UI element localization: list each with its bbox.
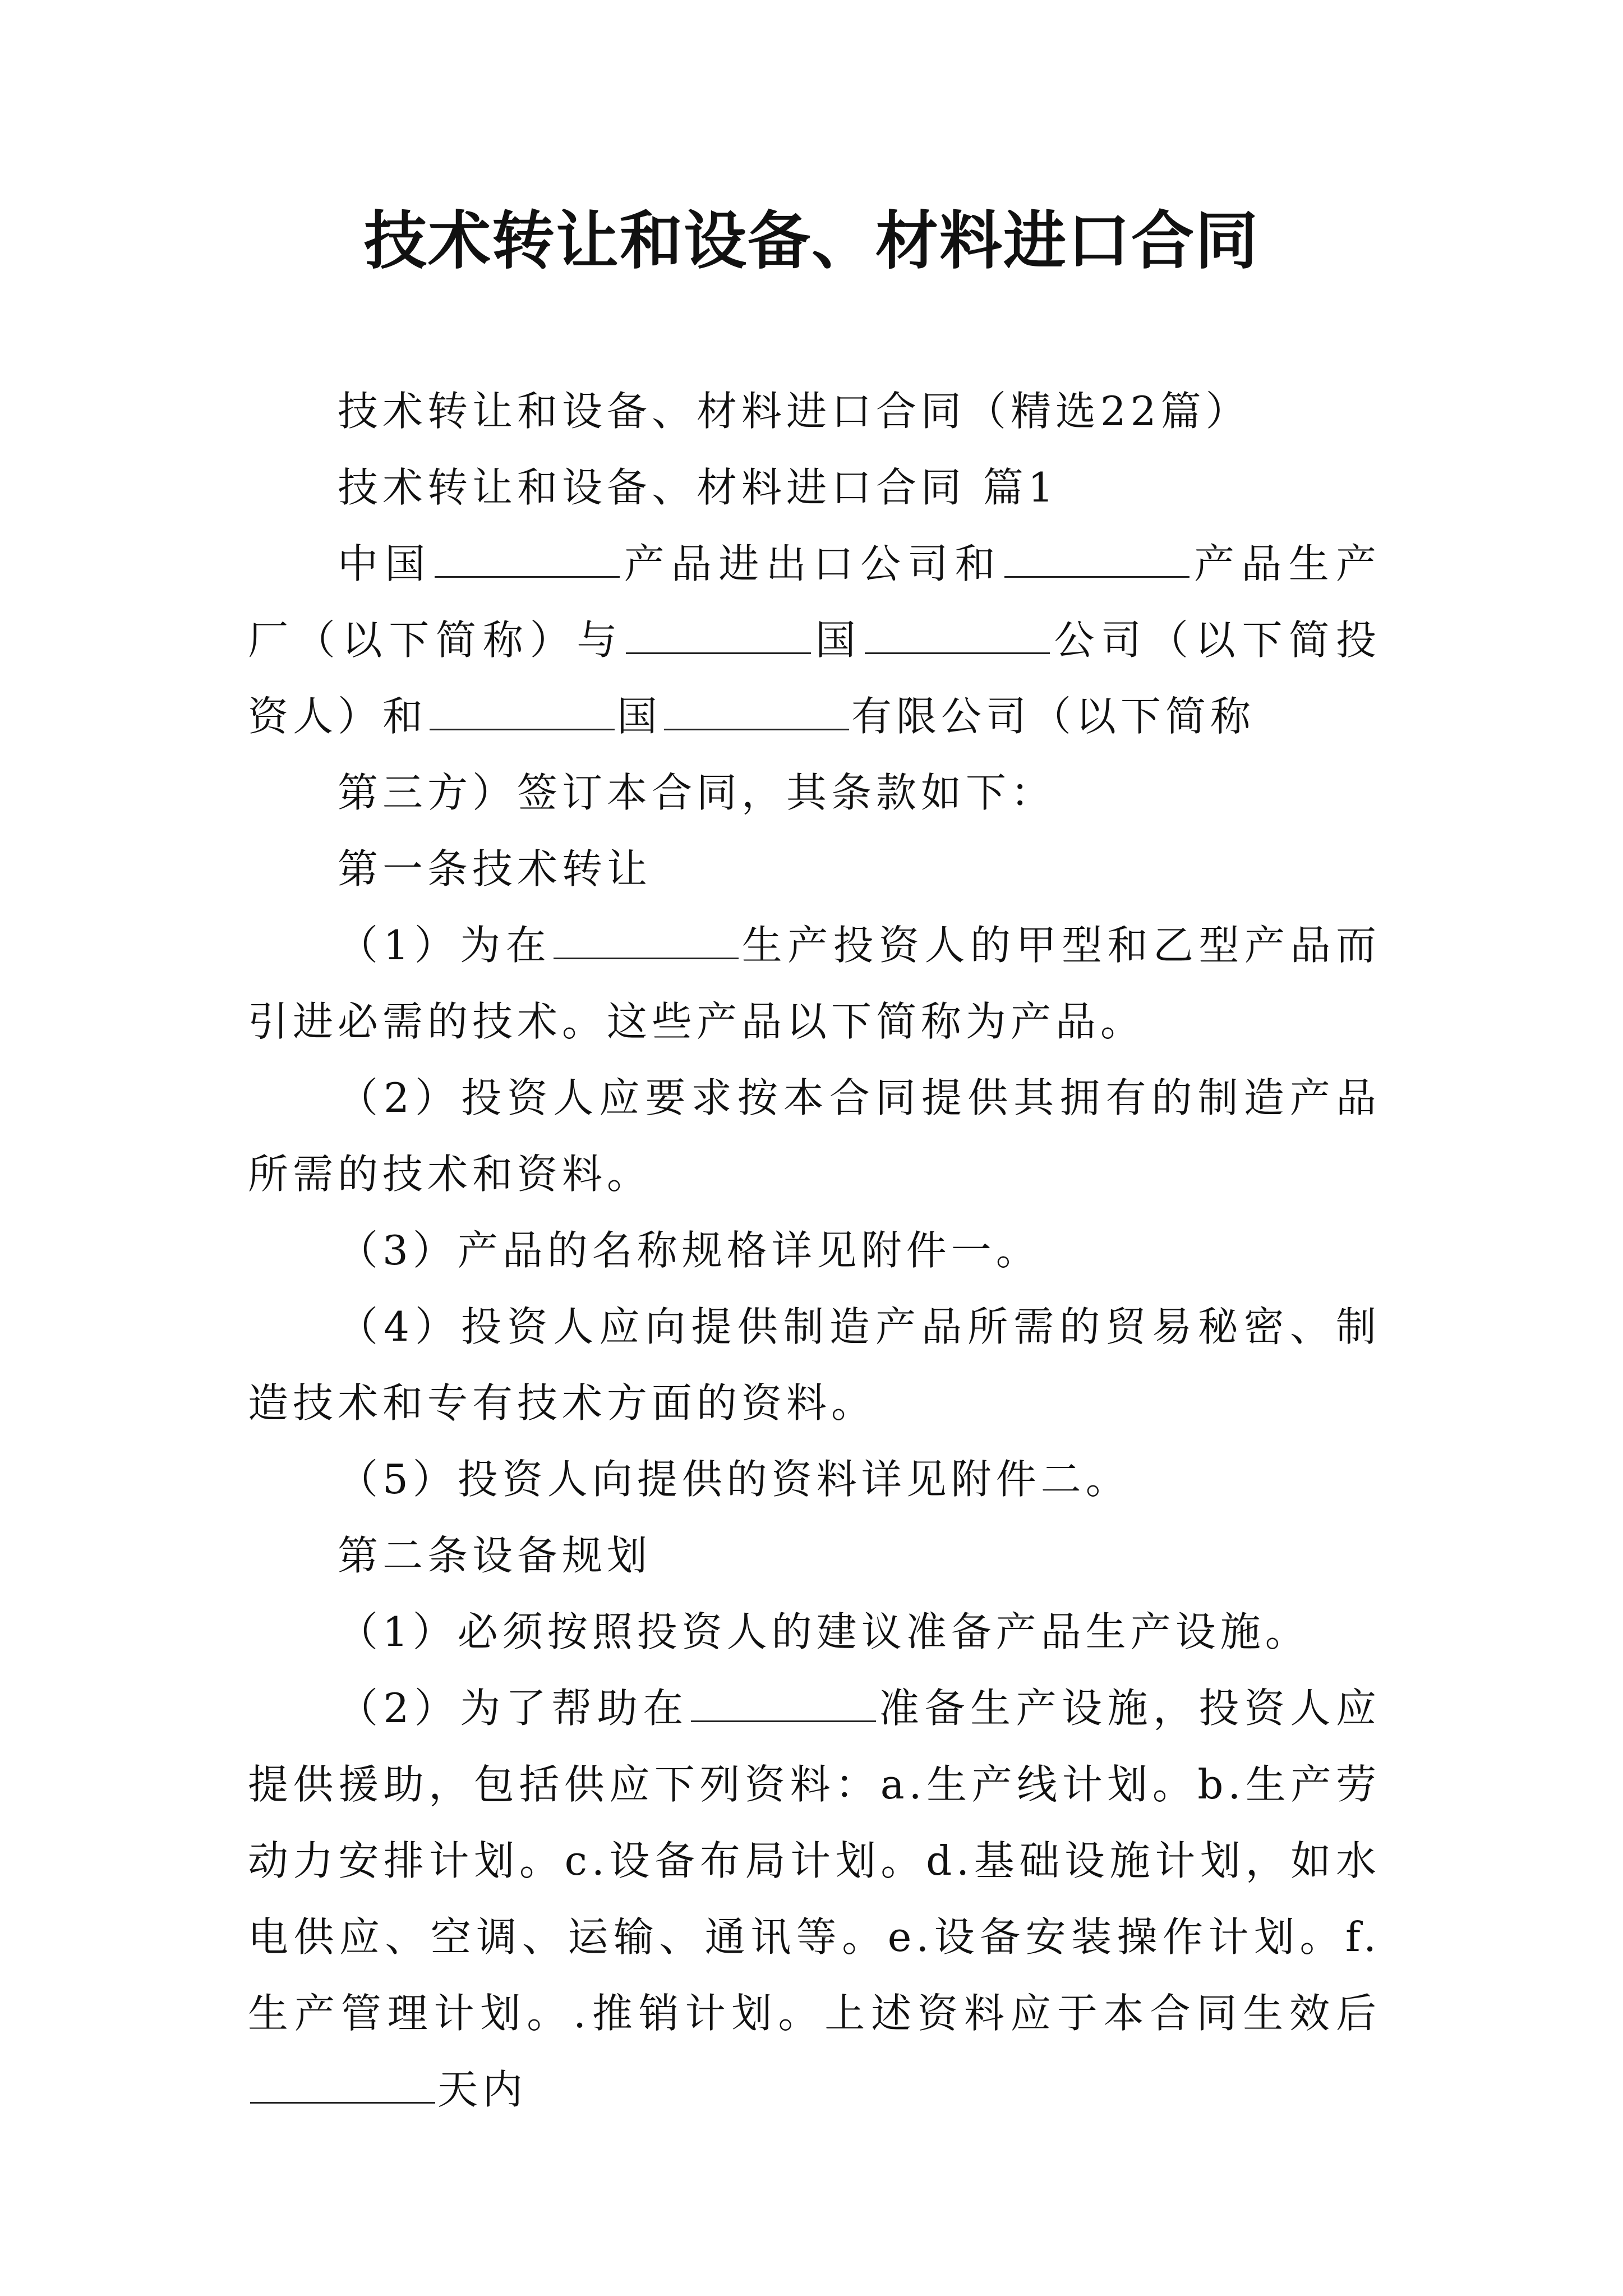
blank-fill-line [691, 1687, 876, 1722]
blank-fill-line [865, 619, 1050, 654]
text-segment: （3）产品的名称规格详见附件一。 [338, 1227, 1041, 1274]
text-segment: 公司（以下简投资人）和 [248, 616, 1381, 740]
text-segment: 生产投资人的甲型和乙型产品而引进必需的技术。这些产品以下简称为产品。 [248, 922, 1381, 1045]
text-segment: 技术转让和设备、材料进口合同（精选22篇） [338, 388, 1251, 435]
blank-fill-line [430, 695, 615, 730]
paragraph-clause [248, 1212, 1381, 1289]
text-segment: 产品生产厂（以下简称）与 [248, 540, 1381, 664]
paragraph-clause [248, 1670, 1381, 2128]
paragraph-parties [248, 526, 1381, 754]
blank-fill-line [250, 2068, 435, 2104]
document-title: 技术转让和设备、材料进口合同 [364, 204, 1259, 278]
paragraph-section-heading [248, 1517, 1381, 1594]
paragraph-clause [248, 1594, 1381, 1670]
text-segment: 有限公司（以下简称 [851, 693, 1256, 740]
text-segment: 准备生产设施，投资人应提供援助，包括供应下列资料：a.生产线计划。b.生产劳动力安排计划。c.设备布局计划。d.基础设施计划，如水电供应、空调、运输、通讯等。e.设备安装操作计划。f.生产管理计划。.推销计划。上述资料应于本合同生效后 [248, 1685, 1381, 2037]
blank-fill-line [1004, 542, 1189, 578]
text-segment: 国 [617, 693, 662, 740]
text-segment: （4）投资人应向提供制造产品所需的贸易秘密、制造技术和专有技术方面的资料。 [248, 1303, 1381, 1427]
paragraph-clause [248, 1060, 1381, 1212]
paragraph-section-heading [248, 831, 1381, 907]
text-segment: （1）为在 [338, 922, 552, 969]
blank-fill-line [435, 542, 620, 578]
blank-fill-line [626, 619, 811, 654]
paragraph-subtitle [248, 373, 1381, 449]
paragraph-heading-article-1 [248, 449, 1381, 526]
text-segment: （1）必须按照投资人的建议准备产品生产设施。 [338, 1608, 1310, 1655]
text-segment: 产品进出口公司和 [621, 540, 1002, 587]
text-segment: 第一条技术转让 [338, 845, 652, 892]
text-segment: 天内 [437, 2066, 528, 2113]
paragraph-clause [248, 1441, 1381, 1517]
text-segment: 技术转让和设备、材料进口合同 篇1 [338, 464, 1058, 511]
text-segment: （2）为了帮助在 [338, 1685, 689, 1732]
paragraph-third-party [248, 754, 1381, 831]
blank-fill-line [554, 924, 739, 959]
text-segment: 中国 [338, 540, 432, 587]
text-segment: （5）投资人向提供的资料详见附件二。 [338, 1456, 1131, 1503]
text-segment: （2）投资人应要求按本合同提供其拥有的制造产品所需的技术和资料。 [248, 1074, 1381, 1198]
text-segment: 第三方）签订本合同，其条款如下： [338, 769, 1056, 816]
paragraph-clause [248, 907, 1381, 1060]
paragraph-clause [248, 1289, 1381, 1441]
text-segment: 国 [813, 616, 863, 664]
document-body [248, 373, 1381, 2128]
text-segment: 第二条设备规划 [338, 1532, 652, 1579]
blank-fill-line [664, 695, 849, 730]
